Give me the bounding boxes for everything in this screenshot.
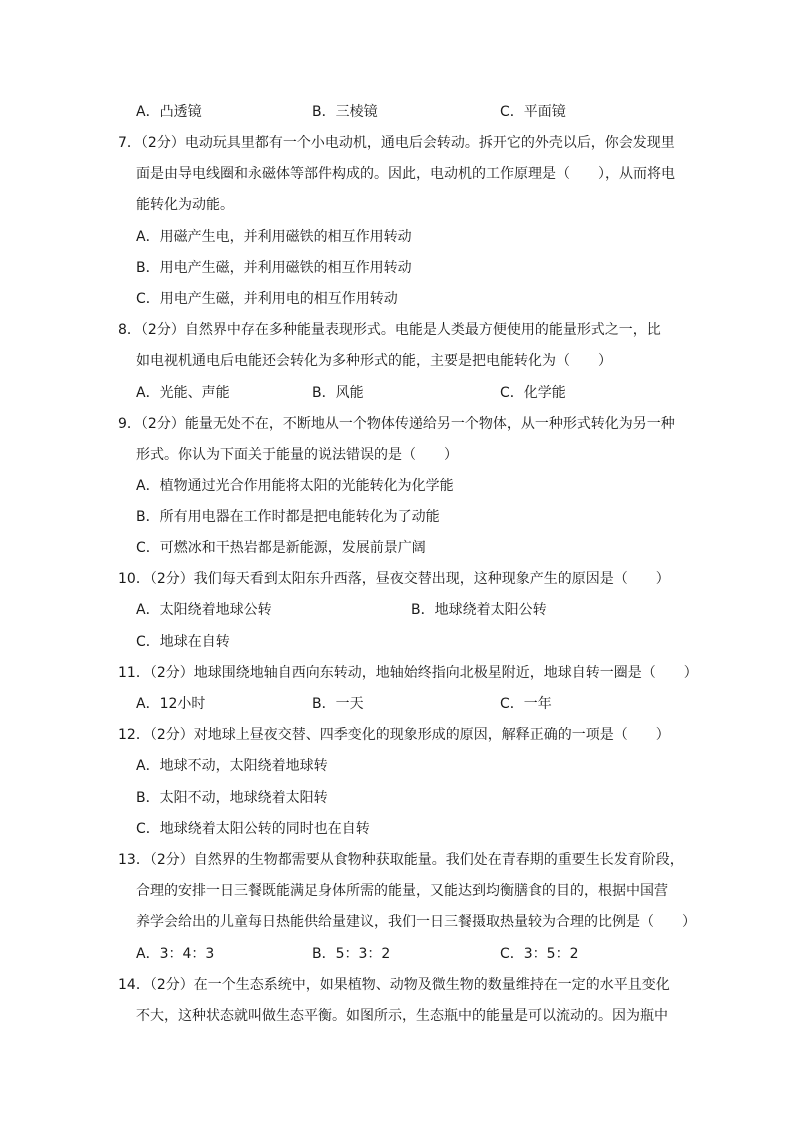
q14-stem-line: 不大，这种状态就叫做生态平衡。如图所示，生态瓶中的能量是可以流动的。因为瓶中 [136, 1008, 668, 1024]
q6-option-b: B．三棱镜 [312, 104, 378, 120]
q7-option-b: B．用电产生磁，并利用磁铁的相互作用转动 [136, 260, 412, 276]
q11-stem-line: 11．（2分）地球围绕地轴自西向东转动，地轴始终指向北极星附近，地球自转一圈是（ ） [118, 665, 698, 681]
q11-option-c: C．一年 [500, 696, 552, 712]
q7-stem-line: 能转化为动能。 [136, 197, 234, 213]
q9-stem-line: 形式。你认为下面关于能量的说法错误的是（ ） [136, 447, 458, 463]
q13-stem-line: 合理的安排一日三餐既能满足身体所需的能量，又能达到均衡膳食的目的，根据中国营 [136, 883, 668, 899]
q10-option-a: A．太阳绕着地球公转 [136, 602, 272, 618]
q11-option-a: A．12小时 [136, 696, 206, 712]
q6-option-a: A．凸透镜 [136, 104, 202, 120]
q13-stem-line: 13．（2分）自然界的生物都需要从食物种获取能量。我们处在青春期的重要生长发育阶段， [118, 852, 684, 868]
q12-option-b: B．太阳不动，地球绕着太阳转 [136, 790, 328, 806]
q10-option-b: B．地球绕着太阳公转 [411, 602, 547, 618]
q14-stem-line: 14．（2分）在一个生态系统中，如果植物、动物及微生物的数量维持在一定的水平且变化 [118, 977, 670, 993]
q13-option-a: A．3：4：3 [136, 946, 215, 962]
q13-stem-line: 养学会给出的儿童每日热能供给量建议，我们一日三餐摄取热量较为合理的比例是（ ） [136, 914, 696, 930]
q10-option-c: C．地球在自转 [136, 634, 230, 650]
q9-stem-line: 9．（2分）能量无处不在，不断地从一个物体传递给另一个物体，从一种形式转化为另一种 [118, 416, 675, 432]
q7-option-a: A．用磁产生电，并利用磁铁的相互作用转动 [136, 229, 412, 245]
q12-stem-line: 12．（2分）对地球上昼夜交替、四季变化的现象形成的原因，解释正确的一项是（ ） [118, 727, 670, 743]
q9-option-c: C．可燃冰和干热岩都是新能源，发展前景广阔 [136, 540, 426, 556]
q8-stem-line: 8．（2分）自然界中存在多种能量表现形式。电能是人类最方便使用的能量形式之一，比 [118, 322, 661, 338]
q12-option-c: C．地球绕着太阳公转的同时也在自转 [136, 821, 370, 837]
q10-stem-line: 10．（2分）我们每天看到太阳东升西落，昼夜交替出现，这种现象产生的原因是（ ） [118, 571, 670, 587]
q9-option-a: A．植物通过光合作用能将太阳的光能转化为化学能 [136, 478, 454, 494]
q6-option-c: C．平面镜 [500, 104, 566, 120]
q7-option-c: C．用电产生磁，并利用电的相互作用转动 [136, 291, 398, 307]
q7-stem-line: 7．（2分）电动玩具里都有一个小电动机，通电后会转动。拆开它的外壳以后，你会发现里 [118, 135, 675, 151]
q7-stem-line: 面是由导电线圈和永磁体等部件构成的。因此，电动机的工作原理是（ ），从而将电 [136, 166, 675, 182]
q13-option-b: B．5：3：2 [312, 946, 391, 962]
q12-option-a: A．地球不动，太阳绕着地球转 [136, 758, 328, 774]
q13-option-c: C．3：5：2 [500, 946, 579, 962]
q8-stem-line: 如电视机通电后电能还会转化为多种形式的能，主要是把电能转化为（ ） [136, 353, 612, 369]
q8-option-a: A．光能、声能 [136, 385, 230, 401]
q8-option-c: C．化学能 [500, 385, 566, 401]
q8-option-b: B．风能 [312, 385, 364, 401]
q9-option-b: B．所有用电器在工作时都是把电能转化为了动能 [136, 509, 440, 525]
q11-option-b: B．一天 [312, 696, 364, 712]
